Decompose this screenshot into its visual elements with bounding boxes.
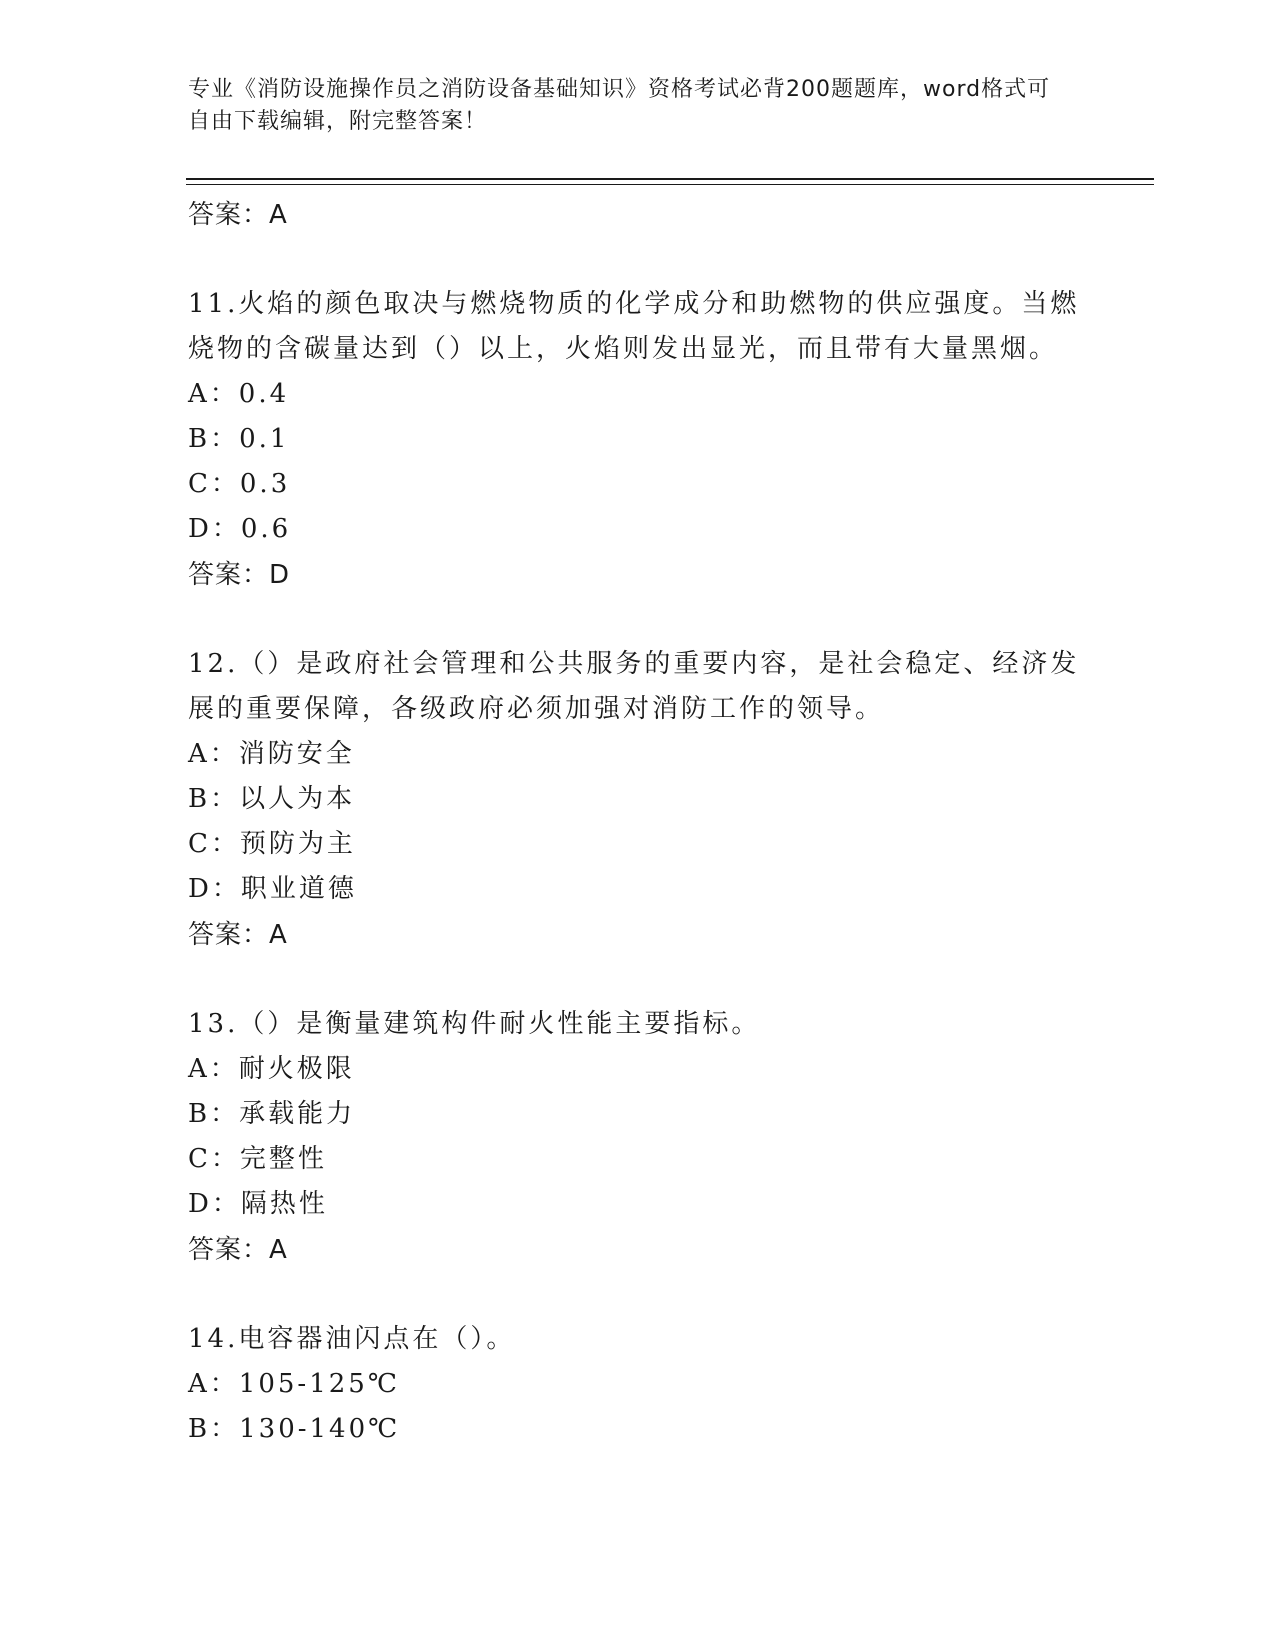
option-c: C：0.3: [188, 469, 291, 499]
question-stem: 11.火焰的颜色取决与燃烧物质的化学成分和助燃物的供应强度。当燃烧物的含碳量达到（）以上，火焰则发出显光，而且带有大量黑烟。: [188, 289, 1080, 364]
question-stem: 12.（）是政府社会管理和公共服务的重要内容，是社会稳定、经济发展的重要保障，各级政府必须加强对消防工作的领导。: [188, 649, 1080, 724]
answer: 答案：D: [188, 560, 291, 590]
header-divider-thin: [186, 184, 1154, 185]
option-b: B：130-140℃: [188, 1414, 401, 1444]
option-a: A：消防安全: [188, 739, 355, 769]
option-b: B：承载能力: [188, 1099, 356, 1129]
option-d: D：隔热性: [188, 1189, 328, 1219]
option-d: D：0.6: [188, 514, 292, 544]
answer: 答案：A: [188, 1235, 288, 1265]
question-stem: 14.电容器油闪点在（）。: [188, 1324, 516, 1354]
header-divider-thick: [186, 178, 1154, 180]
question-12: [188, 642, 1088, 958]
answer: 答案：A: [188, 920, 288, 950]
question-11: [188, 282, 1088, 598]
document-body: [188, 188, 1088, 1452]
option-c: C：完整性: [188, 1144, 327, 1174]
option-c: C：预防为主: [188, 829, 356, 859]
option-a: A：105-125℃: [188, 1369, 400, 1399]
question-13: [188, 1002, 1088, 1273]
question-stem: 13.（）是衡量建筑构件耐火性能主要指标。: [188, 1009, 761, 1039]
option-b: B：0.1: [188, 424, 290, 454]
option-a: A：0.4: [188, 379, 290, 409]
option-d: D：职业道德: [188, 874, 357, 904]
document-header: 专业《消防设施操作员之消防设备基础知识》资格考试必背200题题库，word格式可自由下载编辑，附完整答案！: [188, 77, 1051, 134]
question-14: [188, 1317, 1088, 1452]
option-a: A：耐火极限: [188, 1054, 355, 1084]
option-b: B：以人为本: [188, 784, 356, 814]
previous-answer: 答案：A: [188, 200, 288, 230]
